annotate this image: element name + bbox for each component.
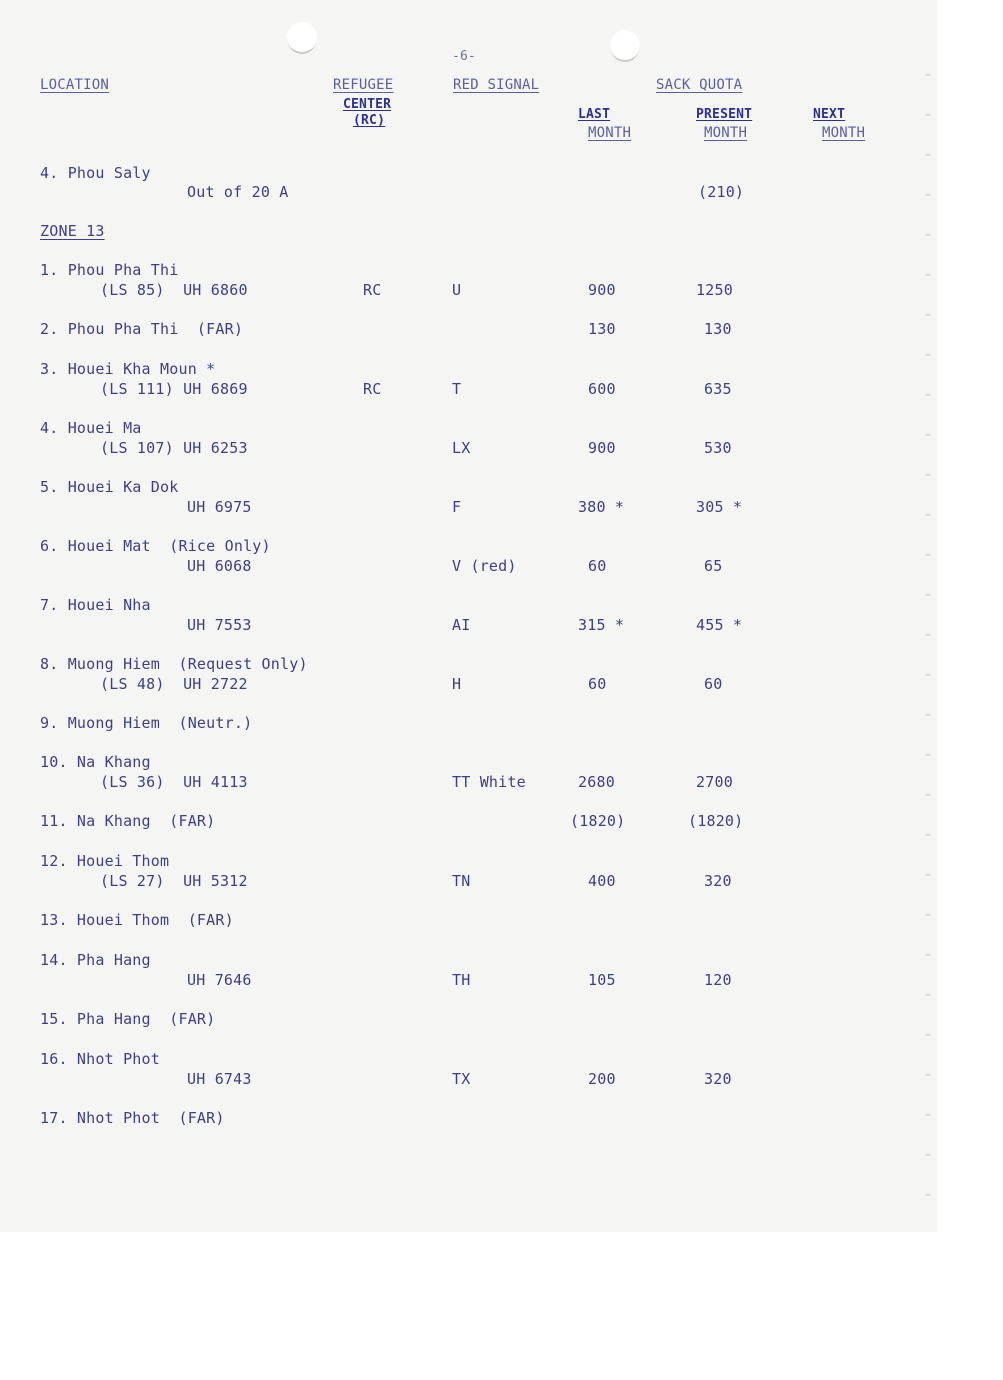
entry-location-detail: UH 6743 <box>187 1070 252 1088</box>
header-next-month: MONTH <box>822 125 866 141</box>
entry-present-month: 1250 <box>696 281 733 299</box>
entry-location-detail: (LS 27) UH 5312 <box>100 872 248 890</box>
entry-present-month: 120 <box>704 971 732 989</box>
entry-location: 9. Muong Hiem (Neutr.) <box>40 714 253 732</box>
page-edge-marks <box>925 60 931 1220</box>
header-refugee: REFUGEE <box>333 77 394 93</box>
entry-location: 14. Pha Hang <box>40 951 151 969</box>
entry-location-detail: UH 7646 <box>187 971 252 989</box>
entry-location: 7. Houei Nha <box>40 596 151 614</box>
entry-red-signal: F <box>452 498 462 516</box>
entry-location: 10. Na Khang <box>40 753 151 771</box>
entry-location: 4. Houei Ma <box>40 419 142 437</box>
entry-location-detail: (LS 48) UH 2722 <box>100 675 248 693</box>
entry-present-month: (1820) <box>688 812 744 830</box>
header-last: LAST <box>578 107 611 122</box>
entry-last-month: 315 * <box>578 616 625 634</box>
header-present: PRESENT <box>696 107 753 122</box>
entry-location-detail: (LS 107) UH 6253 <box>100 439 248 457</box>
entry-present-month: 305 * <box>696 498 743 516</box>
entry-location: 2. Phou Pha Thi (FAR) <box>40 320 244 338</box>
entry-location: 6. Houei Mat (Rice Only) <box>40 537 271 555</box>
punch-hole-right <box>610 30 640 62</box>
entry-location: 1. Phou Pha Thi <box>40 261 179 279</box>
entry-red-signal: H <box>452 675 462 693</box>
entry-location-detail: (LS 36) UH 4113 <box>100 773 248 791</box>
entry-location: 13. Houei Thom (FAR) <box>40 911 234 929</box>
header-last-month: MONTH <box>588 125 632 141</box>
header-next: NEXT <box>813 107 846 122</box>
entry-location: 11. Na Khang (FAR) <box>40 812 216 830</box>
entry-present-month: 65 <box>704 557 723 575</box>
entry-refugee-center: RC <box>363 281 382 299</box>
entry-last-month: 105 <box>588 971 616 989</box>
entry-location: 17. Nhot Phot (FAR) <box>40 1109 225 1127</box>
entry-location: 15. Pha Hang (FAR) <box>40 1010 216 1028</box>
entry-location-detail: (LS 111) UH 6869 <box>100 380 248 398</box>
entry-present-month: 635 <box>704 380 732 398</box>
entry-present-month: 60 <box>704 675 723 693</box>
entry-location: 12. Houei Thom <box>40 852 170 870</box>
header-red-signal: RED SIGNAL <box>453 77 540 93</box>
punch-hole-left <box>287 22 317 54</box>
entry-location: 16. Nhot Phot <box>40 1050 160 1068</box>
entry-present-month: 320 <box>704 1070 732 1088</box>
header-sack-quota: SACK QUOTA <box>656 77 743 93</box>
entry-last-month: 900 <box>588 281 616 299</box>
entry-present-month: 530 <box>704 439 732 457</box>
entry-last-month: 60 <box>588 557 607 575</box>
entry-red-signal: TH <box>452 971 471 989</box>
entry-red-signal: U <box>452 281 462 299</box>
pre-zone-name: 4. Phou Saly <box>40 164 151 182</box>
header-rc: (RC) <box>353 113 386 128</box>
entry-location: 8. Muong Hiem (Request Only) <box>40 655 308 673</box>
entry-present-month: 455 * <box>696 616 743 634</box>
entry-red-signal: TX <box>452 1070 471 1088</box>
entry-red-signal: V (red) <box>452 557 517 575</box>
entry-red-signal: LX <box>452 439 471 457</box>
entry-last-month: 2680 <box>578 773 615 791</box>
entry-last-month: 900 <box>588 439 616 457</box>
page-number: -6- <box>452 49 477 64</box>
entry-location-detail: UH 7553 <box>187 616 252 634</box>
entry-last-month: 130 <box>588 320 616 338</box>
entry-present-month: 2700 <box>696 773 733 791</box>
entry-location-detail: UH 6975 <box>187 498 252 516</box>
entry-last-month: 200 <box>588 1070 616 1088</box>
header-present-month: MONTH <box>704 125 748 141</box>
entry-present-month: 130 <box>704 320 732 338</box>
entry-location-detail: (LS 85) UH 6860 <box>100 281 248 299</box>
entry-red-signal: TT White <box>452 773 526 791</box>
pre-zone-present: (210) <box>698 183 745 201</box>
entry-last-month: 380 * <box>578 498 625 516</box>
entry-last-month: 400 <box>588 872 616 890</box>
zone-title: ZONE 13 <box>40 222 105 240</box>
entry-red-signal: AI <box>452 616 471 634</box>
entry-present-month: 320 <box>704 872 732 890</box>
entry-refugee-center: RC <box>363 380 382 398</box>
entry-last-month: (1820) <box>570 812 626 830</box>
entry-last-month: 60 <box>588 675 607 693</box>
pre-zone-sub: Out of 20 A <box>187 183 289 201</box>
entry-location: 5. Houei Ka Dok <box>40 478 179 496</box>
entry-location: 3. Houei Kha Moun * <box>40 360 216 378</box>
header-center: CENTER <box>343 97 392 112</box>
entry-red-signal: TN <box>452 872 471 890</box>
entry-red-signal: T <box>452 380 462 398</box>
entry-last-month: 600 <box>588 380 616 398</box>
header-location: LOCATION <box>40 77 110 93</box>
entry-location-detail: UH 6068 <box>187 557 252 575</box>
